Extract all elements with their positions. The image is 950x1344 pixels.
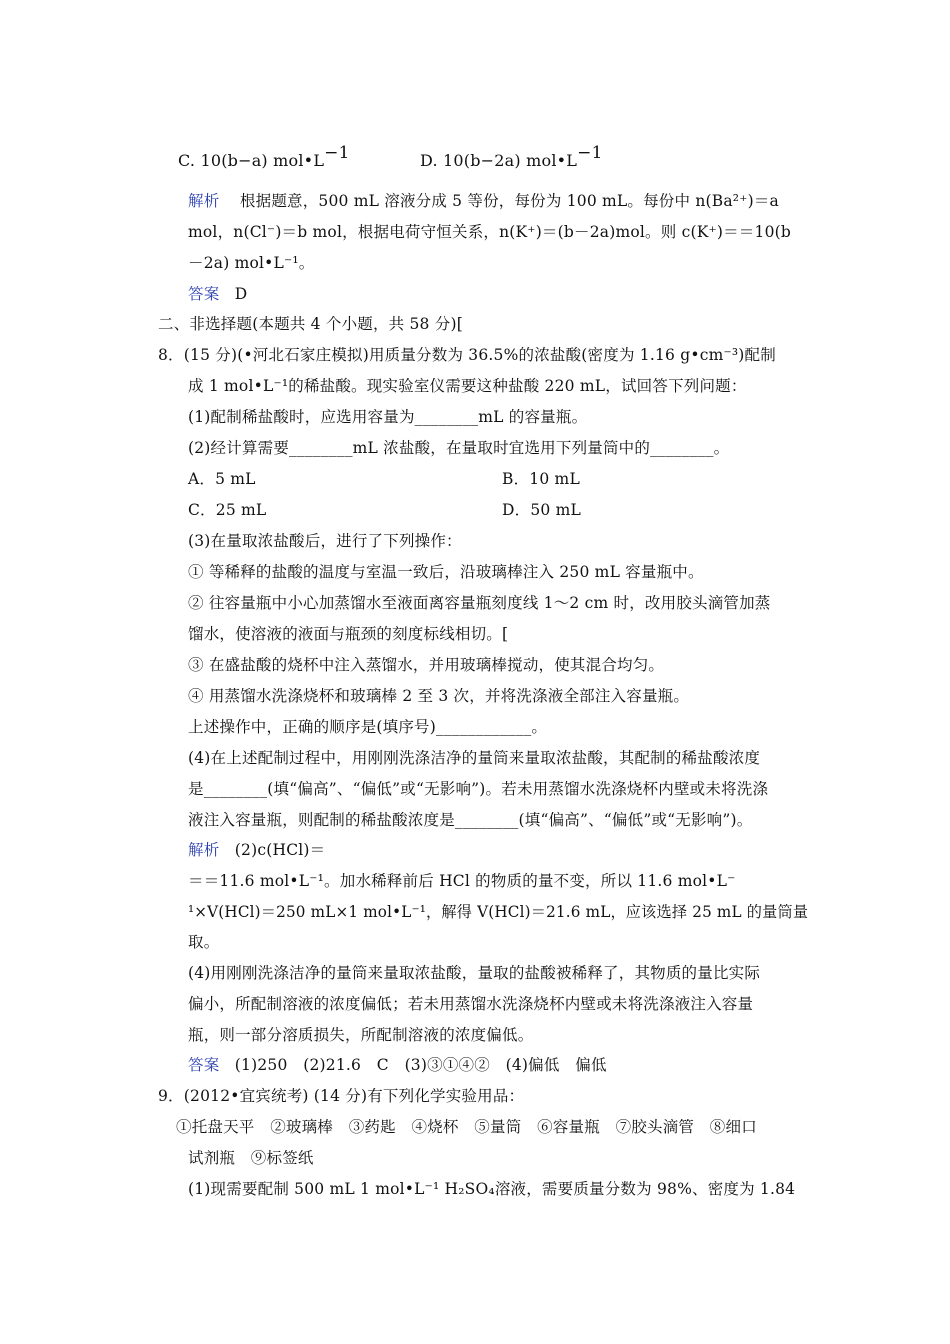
q8-option-c: C．25 mL [188, 501, 267, 519]
q8-answer [188, 1055, 607, 1075]
q7-analysis-line-3: －2a) mol•L⁻¹。 [188, 254, 315, 272]
q8-part-4-line-2: 是________(填“偏高”、“偏低”或“无影响”)。若未用蒸馏水洗涤烧杯内壁或未将洗涤 [188, 780, 769, 798]
q8-analysis-line-4: 取。 [188, 933, 220, 951]
option-d-exponent: −1 [577, 143, 603, 163]
option-c-text: C. 10(b−a) mol•L [178, 151, 325, 170]
option-c-exponent: −1 [324, 143, 350, 163]
analysis-label: 解析 [188, 841, 220, 859]
answer-value: D [234, 285, 248, 303]
answer-label: 答案 [188, 1056, 220, 1074]
section-title: 二、非选择题(本题共 4 个小题，共 58 分)[ [158, 315, 463, 333]
q7-analysis-line-1 [188, 191, 779, 211]
q8-analysis-line-2: ＝＝11.6 mol•L⁻¹。加水稀释前后 HCl 的物质的量不变，所以 11.6 mol•L⁻ [188, 872, 736, 890]
q8-step-4: ④ 用蒸馏水洗涤烧杯和玻璃棒 2 至 3 次，并将洗涤液全部注入容量瓶。 [188, 687, 690, 705]
q8-option-a: A．5 mL [188, 470, 256, 488]
q8-analysis-line-5: (4)用刚刚洗涤洁净的量筒来量取浓盐酸，量取的盐酸被稀释了，其物质的量比实际 [188, 964, 761, 982]
q8-part-4-line-3: 液注入容量瓶，则配制的稀盐酸浓度是________(填“偏高”、“偏低”或“无影响”)。 [188, 811, 753, 829]
answer-value: (1)250 (2)21.6 C (3)③①④② (4)偏低 偏低 [234, 1056, 607, 1074]
q8-analysis-line-6: 偏小，所配制溶液的浓度偏低；若未用蒸馏水洗涤烧杯内壁或未将洗涤液注入容量 [188, 995, 754, 1013]
q9-items-line-1: ①托盘天平 ②玻璃棒 ③药匙 ④烧杯 ⑤量筒 ⑥容量瓶 ⑦胶头滴管 ⑧细口 [176, 1118, 757, 1136]
analysis-text: (2)c(HCl)＝ [234, 841, 326, 859]
q8-option-d: D．50 mL [502, 501, 581, 519]
analysis-label: 解析 [188, 192, 220, 210]
answer-label: 答案 [188, 285, 220, 303]
q8-part-2: (2)经计算需要________mL 浓盐酸，在量取时宜选用下列量筒中的________。 [188, 439, 730, 457]
analysis-text: 根据题意，500 mL 溶液分成 5 等份，每份为 100 mL。每份中 n(Ba²⁺)＝a [239, 192, 779, 210]
q8-stem-line-1: 8．(15 分)(•河北石家庄模拟)用质量分数为 36.5%的浓盐酸(密度为 1.16 g•cm⁻³)配制 [158, 346, 776, 364]
q9-part-1: (1)现需要配制 500 mL 1 mol•L⁻¹ H₂SO₄溶液，需要质量分数为 98%、密度为 1.84 [188, 1180, 796, 1198]
q7-analysis-line-2: mol，n(Cl⁻)＝b mol，根据电荷守恒关系，n(K⁺)＝(b－2a)mol。则 c(K⁺)＝＝10(b [188, 223, 791, 241]
q8-analysis-line-7: 瓶，则一部分溶质损失，所配制溶液的浓度偏低。 [188, 1026, 534, 1044]
option-c [178, 143, 350, 171]
q9-items-line-2: 试剂瓶 ⑨标签纸 [188, 1149, 314, 1167]
option-d [420, 143, 603, 171]
option-d-text: D. 10(b−2a) mol•L [420, 151, 578, 170]
q8-step-2-line-2: 馏水，使溶液的液面与瓶颈的刻度标线相切。[ [188, 625, 509, 643]
q8-option-b: B．10 mL [502, 470, 580, 488]
q8-step-2-line-1: ② 往容量瓶中小心加蒸馏水至液面离容量瓶刻度线 1～2 cm 时，改用胶头滴管加蒸 [188, 594, 771, 612]
q8-step-3: ③ 在盛盐酸的烧杯中注入蒸馏水，并用玻璃棒搅动，使其混合均匀。 [188, 656, 665, 674]
q8-analysis-line-1 [188, 840, 325, 860]
q8-step-1: ① 等稀释的盐酸的温度与室温一致后，沿玻璃棒注入 250 mL 容量瓶中。 [188, 563, 704, 581]
q7-answer [188, 284, 247, 304]
q8-stem-line-2: 成 1 mol•L⁻¹的稀盐酸。现实验室仪需要这种盐酸 220 mL，试回答下列问题： [188, 377, 747, 395]
q8-analysis-line-3: ¹×V(HCl)＝250 mL×1 mol•L⁻¹，解得 V(HCl)＝21.6 mL，应该选择 25 mL 的量筒量 [188, 903, 809, 921]
q8-part-3: (3)在量取浓盐酸后，进行了下列操作： [188, 532, 462, 550]
q8-part-4-line-1: (4)在上述配制过程中，用刚刚洗涤洁净的量筒来量取浓盐酸，其配制的稀盐酸浓度 [188, 749, 761, 767]
q9-stem: 9．(2012•宜宾统考) (14 分)有下列化学实验用品： [158, 1087, 525, 1105]
q8-order: 上述操作中，正确的顺序是(填序号)____________。 [188, 718, 548, 736]
q8-part-1: (1)配制稀盐酸时，应选用容量为________mL 的容量瓶。 [188, 408, 588, 426]
